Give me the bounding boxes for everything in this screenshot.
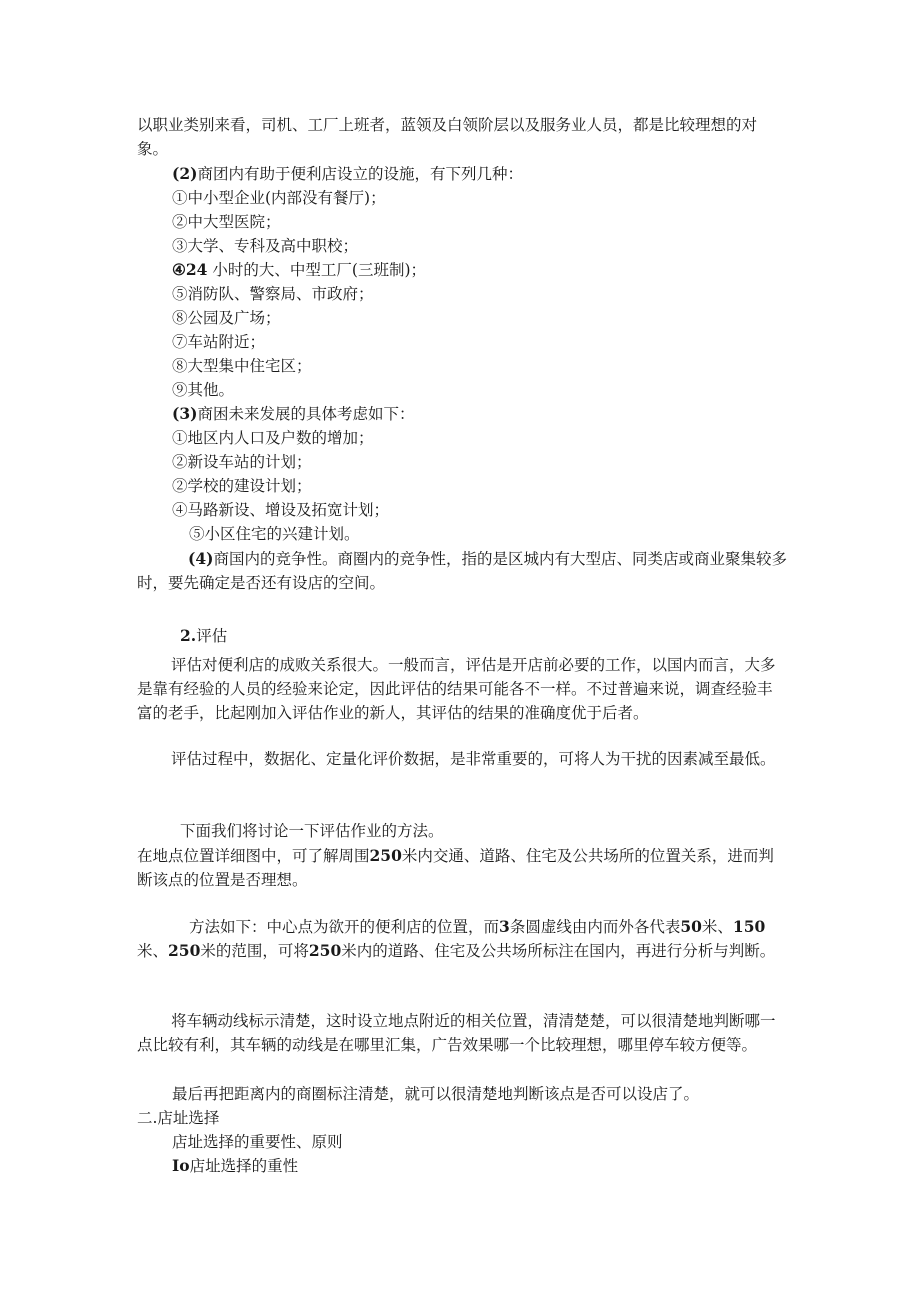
competition-text: 商国内的竞争性。商圈内的竞争性，指的是区城内有大型店、同类店或商业聚集较多时，要先确定是否还有设店的空间。 bbox=[137, 550, 787, 592]
list-item: ②新设车站的计划； bbox=[172, 453, 312, 471]
assessment-paragraph-6: 将车辆动线标示清楚，这时设立地点附近的相关位置，清清楚楚，可以很清楚地判断哪一点比较有利，其车辆的动线是在哪里汇集，广告效果哪一个比较理想，哪里停车较方便等。 bbox=[137, 1012, 776, 1054]
list-item-number: ④24 bbox=[172, 260, 208, 279]
list-item: ①地区内人口及户数的增加； bbox=[172, 429, 374, 447]
list-item: ②学校的建设计划； bbox=[172, 477, 312, 495]
assessment-paragraph-7: 最后再把距离内的商圈标注清楚，就可以很清楚地判断该点是否可以设店了。 bbox=[172, 1085, 700, 1103]
intro-paragraph: 以职业类别来看，司机、工厂上班者，蓝领及白领阶层以及服务业人员，都是比较理想的对象。 bbox=[137, 116, 758, 158]
future-text: 商困未来发展的具体考虑如下： bbox=[197, 405, 415, 423]
facilities-heading bbox=[172, 163, 523, 185]
assessment-paragraph-2: 评估过程中，数据化、定量化评价数据，是非常重要的，可将人为干扰的因素减至最低。 bbox=[171, 750, 776, 768]
list-item: ④马路新设、增设及拓宽计划； bbox=[172, 501, 390, 519]
competition-paragraph bbox=[137, 547, 787, 595]
list-item: ⑧大型集中住宅区； bbox=[172, 357, 312, 375]
assessment-paragraph-3: 下面我们将讨论一下评估作业的方法。 bbox=[180, 822, 444, 840]
list-item-text: 小时的大、中型工厂(三班制)； bbox=[212, 261, 427, 279]
list-item: ⑧公园及广场； bbox=[172, 309, 281, 327]
list-item: ⑤消防队、警察局、市政府； bbox=[172, 285, 374, 303]
heading-number: 2. bbox=[180, 626, 197, 645]
subsection-number: Io bbox=[172, 1156, 190, 1175]
section-title-store-location: 二.店址选择 bbox=[137, 1109, 220, 1127]
list-item: ①中小型企业(内部没有餐厅)； bbox=[172, 189, 386, 207]
subsection-title: 店址选择的重要性、原则 bbox=[172, 1133, 343, 1151]
list-item: ⑦车站附近； bbox=[172, 333, 266, 351]
facilities-number: (2) bbox=[172, 164, 198, 183]
heading-text: 评估 bbox=[196, 627, 228, 645]
list-item: ⑤小区住宅的兴建计划。 bbox=[189, 525, 360, 543]
assessment-paragraph-4: 在地点位置详细图中，可了解周围250米内交通、道路、住宅及公共场所的位置关系，进而判断该点的位置是否理想。 bbox=[137, 846, 774, 889]
assessment-paragraph-5: 方法如下：中心点为欲开的便利店的位置，而3条圆虚线由内而外各代表50米、150米、250米的范围，可将250米内的道路、住宅及公共场所标注在国内，再进行分析与判断。 bbox=[137, 917, 776, 960]
list-item bbox=[172, 259, 426, 281]
subsection-text: 店址选择的重性 bbox=[189, 1157, 299, 1175]
list-item: ②中大型医院； bbox=[172, 213, 281, 231]
competition-number: (4) bbox=[188, 549, 214, 568]
list-item: ⑨其他。 bbox=[172, 381, 235, 399]
facilities-text: 商团内有助于便利店设立的设施，有下列几种： bbox=[197, 165, 523, 183]
assessment-paragraph-1: 评估对便利店的成败关系很大。一般而言，评估是开店前必要的工作，以国内而言，大多是靠有经验的人员的经验来论定，因此评估的结果可能各不一样。不过普遍来说，调查经验丰富的老手，比起刚加入评估作业的新人，其评估的结果的准确度优于后者。 bbox=[137, 656, 776, 722]
future-number: (3) bbox=[172, 404, 198, 423]
future-heading bbox=[172, 403, 414, 425]
section-heading-assessment bbox=[180, 625, 227, 647]
subsection-title-2 bbox=[172, 1155, 298, 1177]
list-item: ③大学、专科及高中职校； bbox=[172, 237, 359, 255]
